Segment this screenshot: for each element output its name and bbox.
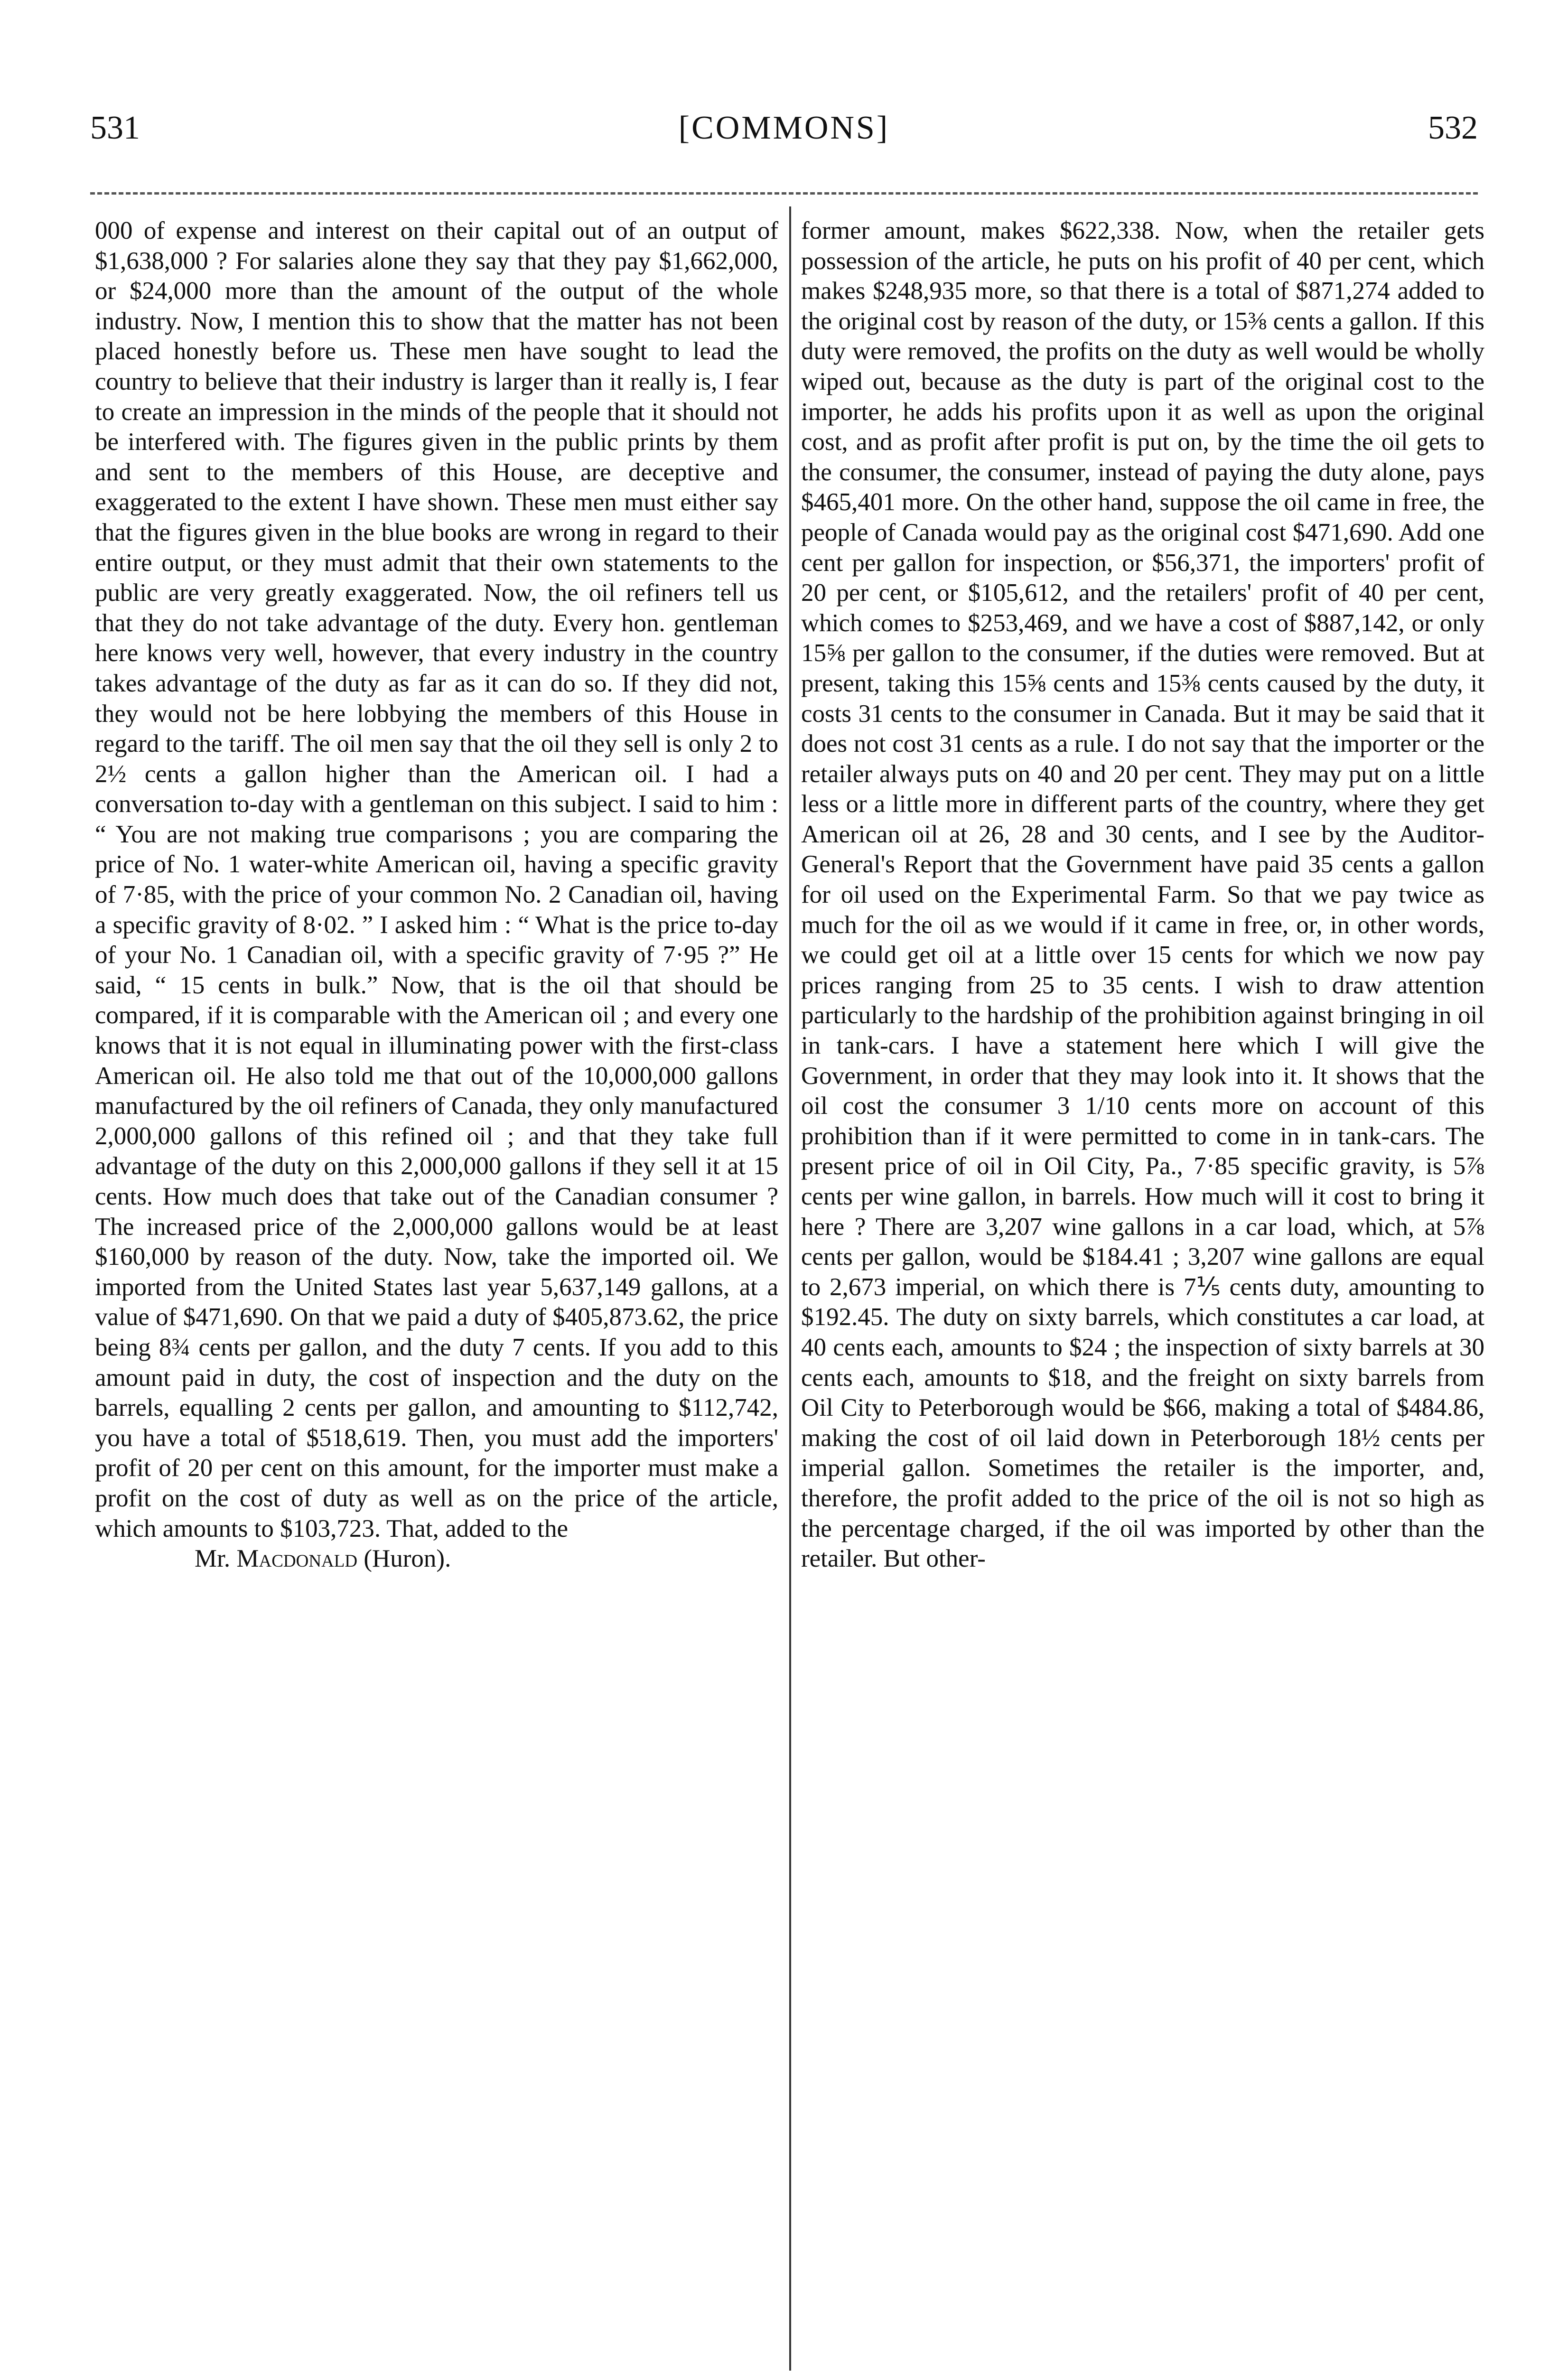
left-column-text: 000 of expense and interest on their capital out of an output of $1,638,000 ? For salaries alone they say that they pay $1,662,000, or $24,000 more than the amount of the output of the whole industry. Now, I mention this to show that the matter has not been placed honestly before us. These men have sought to lead the country to believe that their industry is larger than it really is, I fear to create an impression in the minds of the people that it should not be interfered with. The figures given in the public prints by them and sent to the members of this House, are deceptive and exaggerated to the extent I have shown. These men must either say that the figures given in the blue books are wrong in regard to their entire output, or they must admit that their own statements to the public are very greatly exaggerated. Now, the oil refiners tell us that they do not take advantage of the duty. Every hon. gentleman here knows very well, however, that every industry in the country takes advantage of the duty as far as it can do so. If they did not, they would not be here lobbying the members of this House in regard to the tariff. The oil men say that the oil they sell is only 2 to 2½ cents a gallon higher than the American oil. I had a conversation to-day with a gentleman on this subject. I said to him : “ You are not making true comparisons ; you are comparing the price of No. 1 water-white American oil, having a specific gravity of 7·85, with the price of your common No. 2 Canadian oil, having a specific gravity of 8·02. ” I asked him : “ What is the price to-day of your No. 1 Canadian oil, with a specific gravity of 7·95 ?” He said, “ 15 cents in bulk.” Now, that is the oil that should be compared, if it is comparable with the American oil ; and every one knows that it is not equal in illuminating power with the first-class American oil. He also told me that out of the 10,000,000 gallons manufactured by the oil refiners of Canada, they only manufactured 2,000,000 gallons of this refined oil ; and that they take full advantage of the duty on this 2,000,000 gallons if they sell it at 15 cents. How much does that take out of the Canadian consumer ? The increased price of the 2,000,000 gallons would be at least $160,000 by reason of the duty. Now, take the imported oil. We imported from the United States last year 5,637,149 gallons, at a value of $471,690. On that we paid a duty of $405,873.62, the price being 8¾ cents per gallon, and the duty 7 cents. If you add to this amount paid in duty, the cost of inspection and the duty on the barrels, equalling 2 cents per gallon, and amounting to $112,742, you have a total of $518,619. Then, you must add the importers' profit of 20 per cent on this amount, for the importer must make a profit on the cost of duty as well as on the price of the article, which amounts to $103,723. That, added to the	[95, 217, 778, 1542]
speaker-name: Macdonald	[236, 1545, 358, 1573]
right-column-text: former amount, makes $622,338. Now, when the retailer gets possession of the article, he puts on his profit of 40 per cent, which makes $248,935 more, so that there is a total of $871,274 added to the original cost by reason of the duty, or 15⅜ cents a gallon. If this duty were removed, the profits on the duty as well would be wholly wiped out, because as the duty is part of the original cost to the importer, he adds his profits upon it as well as upon the original cost, and as profit after profit is put on, by the time the oil gets to the consumer, the consumer, instead of paying the duty alone, pays $465,401 more. On the other hand, suppose the oil came in free, the people of Canada would pay as the original cost $471,690. Add one cent per gallon for inspection, or $56,371, the importers' profit of 20 per cent, or $105,612, and the retailers' profit of 40 per cent, which comes to $253,469, and we have a cost of $887,142, or only 15⅝ per gallon to the consumer, if the duties were removed. But at present, taking this 15⅝ cents and 15⅜ cents caused by the duty, it costs 31 cents to the consumer in Canada. But it may be said that it does not cost 31 cents as a rule. I do not say that the importer or the retailer always puts on 40 and 20 per cent. They may put on a little less or a little more in different parts of the country, where they get American oil at 26, 28 and 30 cents, and I see by the Auditor-General's Report that the Government have paid 35 cents a gallon for oil used on the Experimental Farm. So that we pay twice as much for the oil as we would if it came in free, or, in other words, we could get oil at a little over 15 cents for which we now pay prices ranging from 25 to 35 cents. I wish to draw attention particularly to the hardship of the prohibition against bringing in oil in tank-cars. I have a statement here which I will give the Government, in order that they may look into it. It shows that the oil cost the consumer 3 1/10 cents more on account of this prohibition than if it were permitted to come in in tank-cars. The present price of oil in Oil City, Pa., 7·85 specific gravity, is 5⅞ cents per wine gallon, in barrels. How much will it cost to bring it here ? There are 3,207 wine gallons in a car load, which, at 5⅞ cents per gallon, would be $184.41 ; 3,207 wine gallons are equal to 2,673 imperial, on which there is 7⅕ cents duty, amounting to $192.45. The duty on sixty barrels, which constitutes a car load, at 40 cents each, amounts to $24 ; the inspection of sixty barrels at 30 cents each, amounts to $18, and the freight on sixty barrels from Oil City to Peterborough would be $66, making a total of $484.86, making the cost of oil laid down in Peterborough 18½ cents per imperial gallon. Sometimes the retailer is the importer, and, therefore, the profit added to the price of the oil is not so high as the percentage charged, if the oil was imported by other than the retailer. But other-	[801, 217, 1484, 1573]
page-header	[90, 102, 1478, 154]
running-head: [COMMONS]	[678, 110, 890, 146]
right-page-number: 532	[1428, 110, 1478, 146]
speaker-suffix: (Huron).	[357, 1545, 451, 1573]
speaker-prefix: Mr.	[195, 1545, 237, 1573]
right-column	[801, 216, 1484, 1574]
column-divider	[789, 206, 791, 2371]
header-rule	[90, 192, 1478, 195]
speaker-footer	[95, 1544, 778, 1574]
left-page-number: 531	[90, 110, 140, 146]
left-column	[95, 216, 778, 1574]
